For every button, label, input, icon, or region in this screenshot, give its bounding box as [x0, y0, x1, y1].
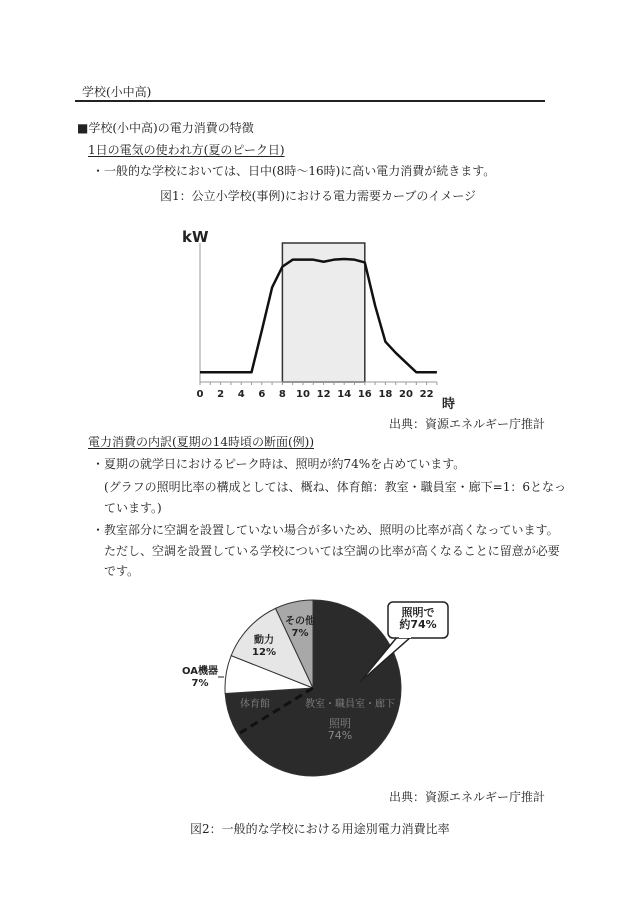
lighting-note-line2: ています。): [104, 501, 162, 515]
lighting-label: 照明: [329, 717, 351, 730]
peak-hours-box: [282, 243, 364, 382]
x-tick-label: 6: [258, 389, 266, 400]
air-conditioning-bullet-line3: です。: [104, 564, 140, 578]
page-header-title: 学校(小中高): [82, 85, 152, 99]
x-tick-label: 20: [399, 389, 413, 400]
x-tick-label: 2: [217, 389, 225, 400]
x-tick-label: 14: [337, 389, 352, 400]
figure1-caption: 図1：公立小学校(事例)における電力需要カーブのイメージ: [160, 189, 477, 203]
section-heading: ■学校(小中高)の電力消費の特徴: [77, 121, 254, 135]
x-tick-label: 0: [196, 389, 204, 400]
peak-lighting-bullet: ・夏期の就学日におけるピーク時は、照明が約74%を占めています。: [92, 457, 466, 471]
air-conditioning-bullet-line1: ・教室部分に空調を設置していない場合が多いため、照明の比率が高くなっています。: [92, 523, 559, 537]
classrooms-label: 教室・職員室・廊下: [305, 699, 395, 710]
callout-line1: 照明で: [401, 606, 435, 619]
x-tick-label: 18: [378, 389, 393, 400]
lighting-note-line1: (グラフの照明比率の構成としては、概ね、体育館：教室・職員室・廊下=1：6となっ: [104, 480, 567, 494]
gym-label: 体育館: [240, 699, 270, 710]
x-tick-label: 10: [296, 389, 310, 400]
y-axis-label: kW: [182, 228, 209, 246]
callout-line2: 約74%: [399, 618, 437, 631]
lighting-value: 74%: [327, 729, 353, 742]
oa-equipment-label: OA機器: [182, 666, 218, 677]
x-tick-label: 8: [278, 389, 286, 400]
power-value: 12%: [252, 647, 276, 658]
header-divider: [75, 100, 545, 102]
other-label: その他: [285, 616, 315, 627]
daily-usage-bullet: ・一般的な学校においては、日中(8時〜16時)に高い電力消費が続きます。: [92, 164, 496, 178]
air-conditioning-bullet-line2: ただし、空調を設置している学校については空調の比率が高くなることに留意が必要: [104, 544, 560, 558]
demand-curve-chart: [180, 220, 460, 415]
power-label: 動力: [254, 635, 274, 646]
x-tick-label: 22: [419, 389, 434, 400]
x-tick-label: 4: [237, 389, 245, 400]
breakdown-subheading: 電力消費の内訳(夏期の14時頃の断面(例)): [88, 435, 314, 449]
figure2-caption: 図2：一般的な学校における用途別電力消費比率: [190, 822, 450, 836]
daily-usage-subheading: 1日の電気の使われ方(夏のピーク日): [88, 143, 285, 157]
figure1-source: 出典：資源エネルギー庁推計: [388, 417, 545, 431]
x-axis-label: 時: [442, 397, 456, 412]
usage-pie-chart: [180, 590, 470, 790]
oa-equipment-value: 7%: [191, 678, 209, 689]
other-value: 7%: [291, 628, 309, 639]
x-tick-label: 16: [357, 389, 372, 400]
x-tick-label: 12: [316, 389, 331, 400]
figure2-source: 出典：資源エネルギー庁推計: [388, 790, 545, 804]
